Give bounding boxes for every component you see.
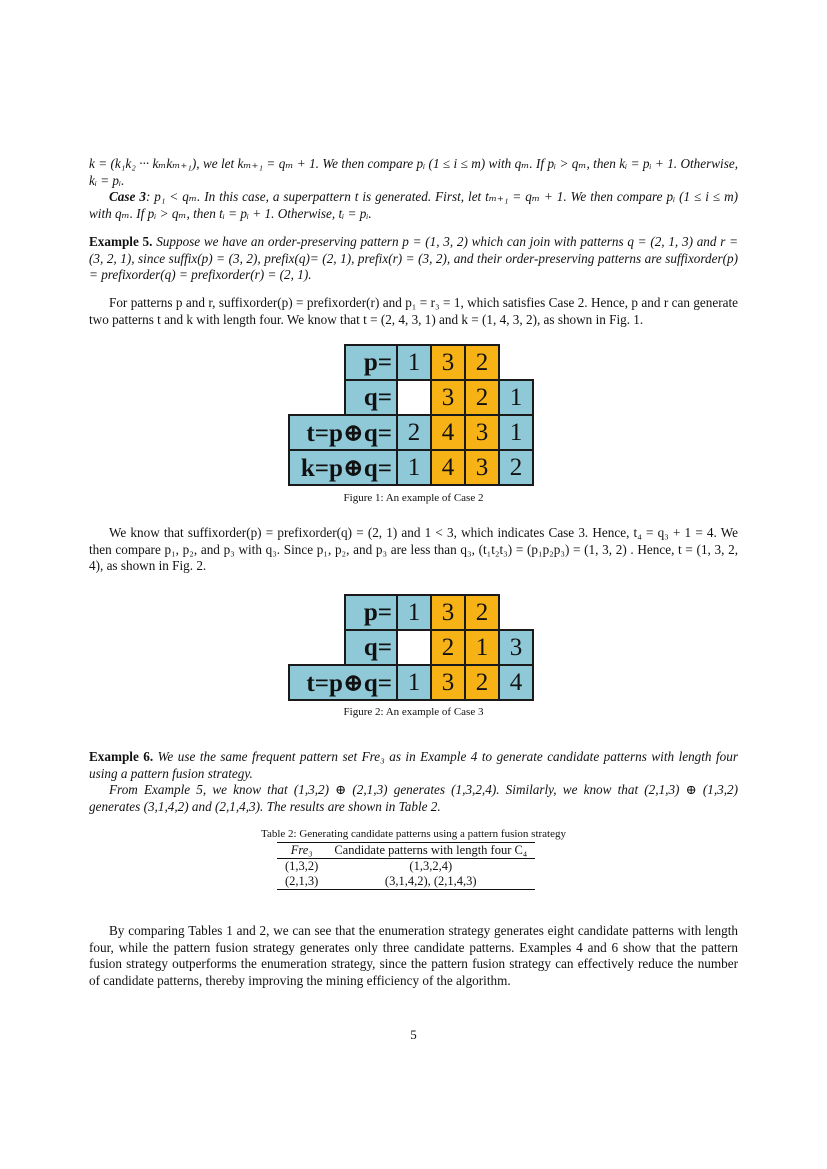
grid-cell: 1 xyxy=(396,664,432,701)
grid-cell: 3 xyxy=(464,414,500,451)
table-cell: (1,3,2) xyxy=(285,859,319,873)
grid-cell: 1 xyxy=(498,414,534,451)
table-cell: (2,1,3) xyxy=(285,874,319,888)
grid-cell: 2 xyxy=(464,664,500,701)
table-2 xyxy=(277,842,535,890)
grid-row-label: q= xyxy=(344,379,398,416)
grid-cell: 2 xyxy=(464,594,500,631)
grid-cell: 1 xyxy=(396,344,432,381)
grid-cell: 1 xyxy=(396,449,432,486)
grid-row-label: p= xyxy=(344,594,398,631)
grid-cell: 2 xyxy=(430,629,466,666)
grid-cell: 2 xyxy=(396,414,432,451)
example6-label: Example 6. xyxy=(89,749,154,764)
paragraph-case3-example: We know that suffixorder(p) = prefixorder(q) = (2, 1) and 1 < 3, which indicates Case 3. Hence, t₄ = q₃ + 1 = 4. We then compare p₁, p₂, and p₃ with q₃. Since p₁, p₂, and p₃ are less than q₃, (t₁t₂t₃) = (p₁p₂p₃) = (1, 3, 2) . Hence, t = (1, 3, 2, 4), as shown in Fig. 2. xyxy=(89,525,738,573)
grid-row-label: p= xyxy=(344,344,398,381)
figure-1-caption: Figure 1: An example of Case 2 xyxy=(343,492,484,504)
grid-cell: 4 xyxy=(498,664,534,701)
grid-cell: 2 xyxy=(498,449,534,486)
example5-label: Example 5. xyxy=(89,234,153,249)
grid-row-label: t=p⊕q= xyxy=(288,414,398,451)
grid-cell: 3 xyxy=(430,344,466,381)
paragraph-case3 xyxy=(89,189,738,222)
example5-text: Suppose we have an order-preserving pattern p = (1, 3, 2) which can join with patterns q = (2, 1, 3) and r = (3, 2, 1), since suffix(p) = (3, 2), prefix(q)= (2, 1), prefix(r) = (3, 2), and their order-preserving patterns are suffixorder(p) = prefixorder(q) = prefixorder(r) = (2, 1). xyxy=(89,234,738,282)
table-row xyxy=(277,859,535,875)
table-cell: (1,3,2,4) xyxy=(409,859,453,873)
grid-cell: 3 xyxy=(464,449,500,486)
grid-cell: 1 xyxy=(464,629,500,666)
example6-text: We use the same frequent pattern set Fre₃ as in Example 4 to generate candidate patterns with length four using a pattern fusion strategy. xyxy=(89,749,738,781)
paragraph-example5-continued: For patterns p and r, suffixorder(p) = prefixorder(r) and p₁ = r₃ = 1, which satisfies Case 2. Hence, p and r can generate two patterns t and k with length four. We know that t = (2, 4, 3, 1) and k = (1, 4, 3, 2), as shown in Fig. 1. xyxy=(89,295,738,327)
grid-cell: 3 xyxy=(430,664,466,701)
page-number: 5 xyxy=(410,1027,417,1042)
grid-cell xyxy=(396,379,432,416)
grid-cell: 3 xyxy=(430,379,466,416)
paragraph-example6-continued: From Example 5, we know that (1,3,2) ⊕ (2,1,3) generates (1,3,2,4). Similarly, we know that (2,1,3) ⊕ (1,3,2) generates (3,1,4,2) and (2,1,4,3). The results are shown in Table 2. xyxy=(89,782,738,814)
grid-cell: 3 xyxy=(498,629,534,666)
paragraph-example6 xyxy=(89,749,738,782)
grid-row-label: q= xyxy=(344,629,398,666)
paragraph-example5 xyxy=(89,234,738,284)
grid-cell: 2 xyxy=(464,379,500,416)
grid-cell: 3 xyxy=(430,594,466,631)
grid-cell: 4 xyxy=(430,449,466,486)
grid-row-label: k=p⊕q= xyxy=(288,449,398,486)
case3-label: Case 3 xyxy=(109,189,146,204)
table-2-header-fre3: Fre₃ xyxy=(290,843,313,857)
grid-cell: 4 xyxy=(430,414,466,451)
grid-cell: 1 xyxy=(498,379,534,416)
paragraph-case2-end: k = (k₁k₂ ··· kₘkₘ₊₁), we let kₘ₊₁ = qₘ + 1. We then compare pᵢ (1 ≤ i ≤ m) with qₘ. If pᵢ > qₘ, then kᵢ = pᵢ + 1. Otherwise, kᵢ = pᵢ. xyxy=(89,156,738,188)
grid-row-label: t=p⊕q= xyxy=(288,664,398,701)
table-row xyxy=(277,874,535,890)
table-2-header-candidates: Candidate patterns with length four C₄ xyxy=(334,843,528,857)
paragraph-conclusion: By comparing Tables 1 and 2, we can see that the enumeration strategy generates eight candidate patterns with length four, while the pattern fusion strategy generates only three candidate patterns. Examples 4 and 6 show that the pattern fusion strategy outperforms the enumeration strategy, since the pattern fusion strategy can effectively reduce the number of candidate patterns, thereby improving the mining efficiency of the algorithm. xyxy=(89,923,738,988)
grid-cell: 1 xyxy=(396,594,432,631)
table-cell: (3,1,4,2), (2,1,4,3) xyxy=(384,874,477,888)
grid-cell: 2 xyxy=(464,344,500,381)
grid-cell xyxy=(396,629,432,666)
case3-text: : p₁ < qₘ. In this case, a superpattern t is generated. First, let tₘ₊₁ = qₘ + 1. We then compare pᵢ (1 ≤ i ≤ m) with qₘ. If pᵢ > qₘ, then tᵢ = pᵢ + 1. Otherwise, tᵢ = pᵢ. xyxy=(89,189,739,221)
figure-2-caption: Figure 2: An example of Case 3 xyxy=(343,706,484,718)
table-2-caption: Table 2: Generating candidate patterns using a pattern fusion strategy xyxy=(261,828,566,840)
